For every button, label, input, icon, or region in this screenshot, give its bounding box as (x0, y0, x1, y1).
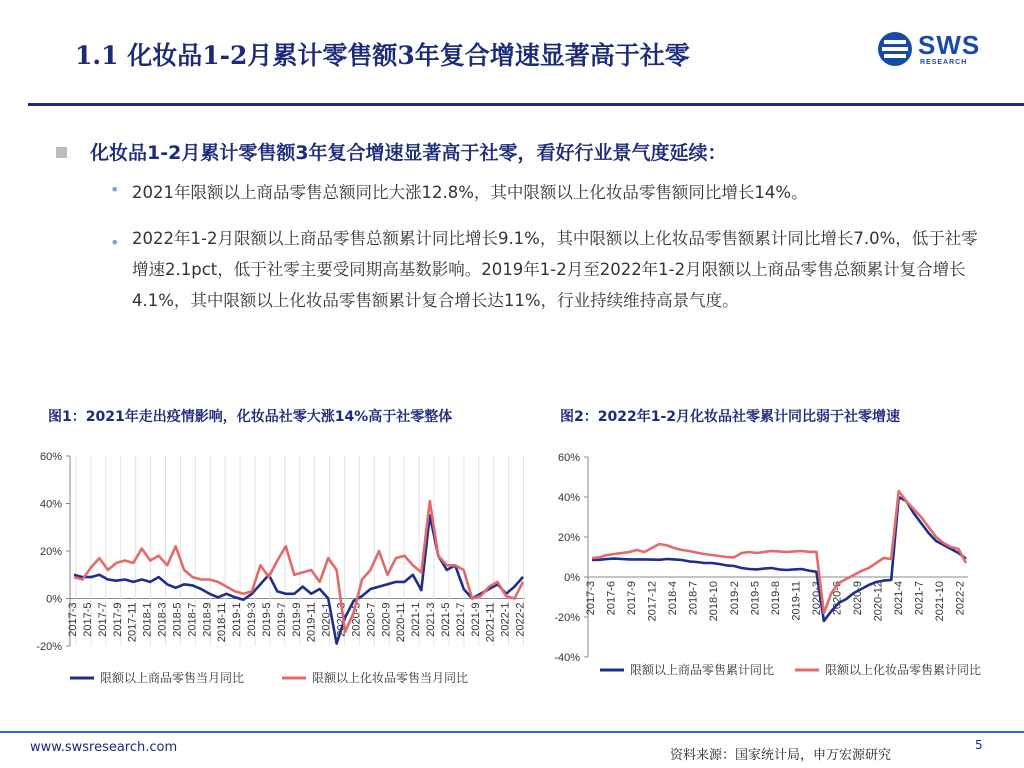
chart2-y-tick-label: 60% (557, 452, 580, 464)
chart2-x-tick-label: 2020-6 (831, 581, 844, 616)
logo-subtext: RESEARCH (920, 59, 968, 66)
chart2-x-tick-label: 2019-2 (728, 581, 741, 616)
chart1-x-tick-label: 2019-1 (231, 602, 244, 637)
chart1-x-tick-label: 2019-5 (260, 602, 273, 637)
chart2-x-tick-label: 2019-11 (790, 581, 803, 621)
page-title: 1.1 化妆品1-2月累计零售额3年复合增速显著高于社零 (75, 41, 690, 70)
chart1-x-tick-label: 2018-5 (171, 602, 184, 637)
chart2-x-tick-label: 2017-12 (646, 581, 659, 622)
chart2-x-tick-label: 2020-12 (872, 581, 885, 622)
chart1-title: 图1：2021年走出疫情影响，化妆品社零大涨14%高于社零整体 (48, 409, 453, 425)
chart2-x-tick-label: 2018-4 (667, 581, 680, 616)
chart2-legend-label-2: 限额以上化妆品零售累计同比 (825, 663, 982, 677)
chart2-x-tick-label: 2020-9 (852, 581, 865, 616)
chart1-y-tick-label: -20% (36, 641, 62, 653)
chart1-y-tick-label: 0% (46, 593, 62, 606)
chart1-x-tick-label: 2018-7 (186, 602, 199, 637)
chart1-x-tick-label: 2019-7 (275, 602, 288, 637)
chart2-x-tick-label: 2018-10 (708, 581, 721, 622)
chart1-x-tick-label: 2019-9 (290, 602, 303, 637)
chart2-y-tick-label: -40% (554, 652, 580, 664)
chart1-x-tick-label: 2021-7 (454, 602, 467, 637)
main-point-heading: 化妆品1-2月累计零售额3年复合增速显著高于社零，看好行业景气度延续： (90, 142, 727, 164)
chart1-x-tick-label: 2020-11 (395, 602, 408, 643)
chart2-y-tick-label: -20% (554, 612, 580, 624)
chart1-x-tick-label: 2021-3 (425, 602, 438, 637)
chart2-x-tick-label: 2018-7 (687, 581, 700, 616)
chart2-x-tick-label: 2021-4 (893, 581, 906, 616)
chart2-legend-label-1: 限额以上商品零售累计同比 (630, 663, 775, 677)
chart2-x-tick-label: 2017-3 (585, 581, 597, 616)
bullet-dot-icon: • (110, 233, 120, 252)
chart1-legend-label-2: 限额以上化妆品零售当月同比 (312, 671, 469, 685)
chart1-x-tick-label: 2019-3 (246, 602, 259, 637)
chart2-x-tick-label: 2020-3 (810, 581, 823, 616)
chart1-x-tick-label: 2019-11 (305, 602, 318, 643)
chart1-x-tick-label: 2020-1 (320, 602, 333, 637)
chart1-x-tick-label: 2020-9 (380, 602, 393, 637)
chart1-x-tick-label: 2021-9 (469, 602, 482, 637)
chart2-x-tick-label: 2019-5 (749, 581, 762, 616)
chart1-x-tick-label: 2020-3 (335, 602, 348, 637)
chart2-y-tick-label: 40% (557, 492, 580, 504)
chart1-x-tick-label: 2017-11 (126, 602, 139, 643)
logo-text: SWS (918, 30, 981, 60)
chart1-x-tick-label: 2017-7 (96, 602, 109, 637)
chart1-x-tick-label: 2021-1 (410, 602, 423, 637)
chart1-x-tick-label: 2021-11 (484, 602, 497, 643)
chart2-x-tick-label: 2019-8 (769, 581, 782, 616)
chart2-y-tick-label: 20% (557, 532, 580, 544)
chart1-x-tick-label: 2018-9 (201, 602, 214, 637)
chart2-x-tick-label: 2021-10 (934, 581, 947, 622)
chart1-x-tick-label: 2022-1 (499, 602, 512, 637)
chart1-x-tick-label: 2018-1 (141, 602, 154, 637)
data-source: 资料来源：国家统计局，申万宏源研究 (670, 748, 892, 763)
bullet-text-1: 2021年限额以上商品零售总额同比大涨12.8%，其中限额以上化妆品零售额同比增长14%。 (132, 183, 808, 202)
chart1-x-tick-label: 2018-11 (216, 602, 229, 643)
chart2-x-tick-label: 2021-7 (913, 581, 926, 616)
chart1-x-tick-label: 2020-7 (365, 602, 378, 637)
bullet-text-2: 2022年1-2月限额以上商品零售总额累计同比增长9.1%，其中限额以上化妆品零售额累计同比增长7.0%，低于社零增速2.1pct，低于社零主要受同期高基数影响。2019年1-2月至2022年1-2月限额以上商品零售总额累计复合增长4.1%，其中限额以上化妆品零售额累计复合增长达11%，行业持续维持高景气度。 (132, 229, 978, 310)
footer-url[interactable]: www.swsresearch.com (30, 740, 178, 755)
bullet-dot-icon: • (110, 180, 120, 199)
chart1-x-tick-label: 2017-5 (81, 602, 94, 637)
chart1-x-tick-label: 2018-3 (156, 602, 169, 637)
chart1-legend-label-1: 限额以上商品零售当月同比 (100, 671, 245, 685)
chart1-y-tick-label: 60% (39, 451, 62, 463)
chart2-y-tick-label: 0% (564, 572, 580, 584)
chart2-title: 图2：2022年1-2月化妆品社零累计同比弱于社零增速 (560, 409, 900, 425)
chart1-x-tick-label: 2022-2 (514, 602, 527, 637)
chart2-x-tick-label: 2017-6 (605, 581, 618, 616)
chart1-y-tick-label: 20% (39, 546, 62, 558)
footer-divider (0, 731, 1024, 733)
chart1-x-tick-label: 2017-9 (111, 602, 124, 637)
chart1-x-tick-label: 2020-5 (350, 602, 363, 637)
chart1-x-tick-label: 2017-3 (67, 602, 79, 637)
chart1-x-tick-label: 2021-5 (439, 602, 452, 637)
chart1-y-tick-label: 40% (39, 498, 62, 511)
page-number: 5 (975, 738, 983, 752)
chart2-x-tick-label: 2022-2 (954, 581, 967, 616)
chart2-x-tick-label: 2017-9 (626, 581, 639, 616)
